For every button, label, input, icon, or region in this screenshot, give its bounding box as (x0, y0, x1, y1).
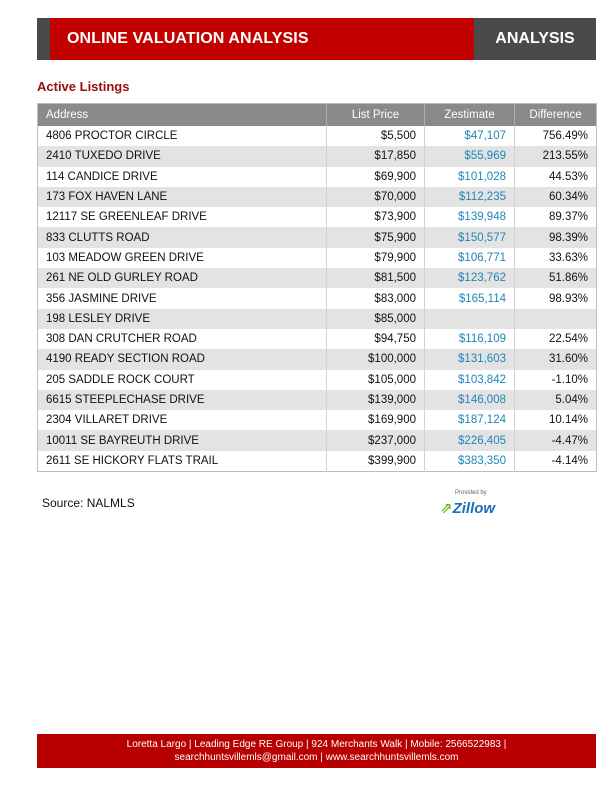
cell-address: 205 SADDLE ROCK COURT (46, 373, 195, 386)
cell-difference: -1.10% (515, 370, 597, 390)
cell-difference: 89.37% (515, 207, 597, 227)
cell-address: 6615 STEEPLECHASE DRIVE (38, 390, 327, 410)
table-row (38, 451, 597, 472)
cell-difference: 98.39% (515, 227, 597, 247)
cell-zestimate: $55,969 (425, 146, 515, 166)
cell-difference: 31.60% (515, 349, 597, 369)
cell-address: 4190 READY SECTION ROAD (38, 349, 327, 369)
cell-list-price: $70,000 (327, 187, 425, 207)
table-row (38, 349, 597, 369)
column-header-zestimate: Zestimate (425, 104, 515, 127)
page-title: ONLINE VALUATION ANALYSIS (67, 30, 309, 47)
cell-zestimate: $101,028 (425, 167, 515, 187)
active-listings-table (37, 103, 597, 472)
cell-address: 2611 SE HICKORY FLATS TRAIL (46, 454, 219, 467)
cell-list-price: $100,000 (327, 349, 425, 369)
cell-address: 356 JASMINE DRIVE (46, 292, 157, 305)
table-body (38, 126, 597, 472)
cell-list-price: $237,000 (327, 430, 425, 450)
cell-difference: 10.14% (515, 410, 597, 430)
cell-list-price: $5,500 (327, 126, 425, 146)
cell-address: 4806 PROCTOR CIRCLE (46, 130, 178, 143)
table-row (38, 248, 597, 268)
cell-list-price: $83,000 (327, 288, 425, 308)
provided-by-text: Provided by (455, 490, 487, 496)
cell-address: 103 MEADOW GREEN DRIVE (46, 251, 204, 264)
cell-difference: 60.34% (515, 187, 597, 207)
cell-zestimate: $139,948 (425, 207, 515, 227)
cell-zestimate: $165,114 (425, 288, 515, 308)
cell-address: 2410 TUXEDO DRIVE (38, 146, 327, 166)
cell-address: 12117 SE GREENLEAF DRIVE (46, 211, 207, 224)
header-badge: ANALYSIS (474, 18, 596, 60)
cell-list-price: $399,900 (327, 451, 425, 472)
cell-address: 198 LESLEY DRIVE (38, 309, 327, 329)
cell-difference: 756.49% (515, 126, 597, 146)
page-footer (37, 734, 596, 768)
cell-zestimate: $103,842 (425, 370, 515, 390)
table-row (38, 187, 597, 207)
table-row (38, 309, 597, 329)
cell-list-price: $17,850 (327, 146, 425, 166)
table-row (38, 390, 597, 410)
cell-difference: 44.53% (515, 167, 597, 187)
source-note: Source: NALMLS (42, 496, 135, 510)
cell-zestimate: $112,235 (425, 187, 515, 207)
cell-zestimate: $123,762 (425, 268, 515, 288)
table-row (38, 329, 597, 349)
cell-list-price: $81,500 (327, 268, 425, 288)
cell-zestimate: $383,350 (425, 451, 515, 472)
table-header-row (38, 104, 597, 127)
cell-list-price: $105,000 (327, 370, 425, 390)
cell-zestimate: $106,771 (425, 248, 515, 268)
cell-list-price: $169,900 (327, 410, 425, 430)
cell-list-price: $139,000 (327, 390, 425, 410)
cell-list-price: $69,900 (327, 167, 425, 187)
cell-list-price: $85,000 (327, 309, 425, 329)
cell-zestimate: $146,008 (425, 390, 515, 410)
zillow-attribution (436, 490, 512, 516)
table-row (38, 288, 597, 308)
table-row (38, 370, 597, 390)
table-row (38, 126, 597, 146)
header-stripe (37, 18, 50, 60)
cell-address: 173 FOX HAVEN LANE (38, 187, 327, 207)
cell-difference: 22.54% (515, 329, 597, 349)
table-row (38, 146, 597, 166)
column-header-list-price: List Price (327, 104, 425, 127)
cell-difference: 51.86% (515, 268, 597, 288)
cell-zestimate: $47,107 (425, 126, 515, 146)
cell-address: 308 DAN CRUTCHER ROAD (46, 333, 197, 346)
cell-zestimate: $150,577 (425, 227, 515, 247)
table-row (38, 227, 597, 247)
zillow-logo-text: Zillow (452, 500, 496, 517)
cell-zestimate (425, 309, 515, 329)
table-row (38, 167, 597, 187)
cell-difference: 5.04% (515, 390, 597, 410)
footer-contact-line: Loretta Largo | Leading Edge RE Group | 924 Merchants Walk | Mobile: 2566522983 | (126, 739, 507, 750)
cell-address: 114 CANDICE DRIVE (46, 170, 158, 183)
cell-difference: 33.63% (515, 248, 597, 268)
column-header-difference: Difference (515, 104, 597, 127)
cell-zestimate: $131,603 (425, 349, 515, 369)
column-header-address: Address (38, 104, 327, 127)
table-row (38, 268, 597, 288)
cell-difference: -4.14% (515, 451, 597, 472)
cell-list-price: $73,900 (327, 207, 425, 227)
cell-list-price: $94,750 (327, 329, 425, 349)
cell-zestimate: $187,124 (425, 410, 515, 430)
cell-address: 261 NE OLD GURLEY ROAD (38, 268, 327, 288)
table-row (38, 207, 597, 227)
cell-zestimate: $226,405 (425, 430, 515, 450)
cell-address: 833 CLUTTS ROAD (38, 227, 327, 247)
cell-list-price: $75,900 (327, 227, 425, 247)
cell-difference: 98.93% (515, 288, 597, 308)
table-row (38, 410, 597, 430)
section-title: Active Listings (37, 79, 130, 94)
cell-difference: -4.47% (515, 430, 597, 450)
cell-difference (515, 309, 597, 329)
cell-address: 2304 VILLARET DRIVE (46, 414, 168, 427)
page-header (37, 18, 596, 60)
zillow-z-icon: ⇗ (440, 500, 453, 517)
cell-zestimate: $116,109 (425, 329, 515, 349)
zillow-logo (440, 499, 495, 517)
cell-address: 10011 SE BAYREUTH DRIVE (38, 430, 327, 450)
cell-list-price: $79,900 (327, 248, 425, 268)
footer-web-line: searchhuntsvillemls@gmail.com | www.searchhuntsvillemls.com (174, 752, 459, 763)
table-row (38, 430, 597, 450)
cell-difference: 213.55% (515, 146, 597, 166)
